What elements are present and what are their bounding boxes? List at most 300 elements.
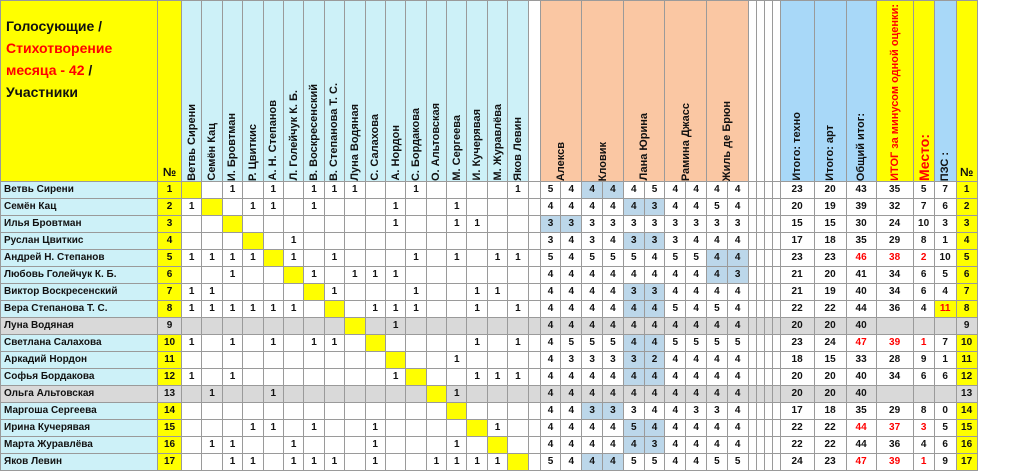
jury-score: 4 [540, 385, 561, 402]
gap-cell [764, 300, 772, 317]
vote-cell [202, 215, 222, 232]
vote-cell [426, 266, 446, 283]
jury-score: 4 [540, 300, 561, 317]
vote-cell [182, 436, 202, 453]
vote-cell: 1 [222, 181, 242, 198]
tech-total: 22 [780, 419, 814, 436]
jury-score: 5 [707, 198, 728, 215]
jury-score: 3 [582, 402, 603, 419]
gap-cell [764, 181, 772, 198]
vote-cell [263, 351, 283, 368]
jury-score: 5 [665, 249, 686, 266]
voter-header-7 [304, 1, 324, 182]
vote-cell [202, 402, 222, 419]
participant-number: 15 [158, 419, 182, 436]
vote-cell [406, 317, 426, 334]
spacer-cell [528, 351, 540, 368]
vote-cell [487, 198, 507, 215]
vote-cell [283, 198, 303, 215]
jury-score: 4 [644, 249, 665, 266]
vote-cell: 1 [222, 334, 242, 351]
vote-cell [487, 266, 507, 283]
gap-cell [756, 283, 764, 300]
vote-cell: 1 [263, 334, 283, 351]
title-slash: / [88, 62, 93, 78]
jury-score: 4 [623, 266, 644, 283]
vote-cell [447, 283, 467, 300]
jury-score: 4 [582, 181, 603, 198]
jury-score: 4 [603, 385, 624, 402]
art-total: 20 [814, 385, 846, 402]
jury-header-3 [623, 1, 665, 182]
vote-cell [385, 453, 405, 470]
overall-total: 35 [846, 232, 876, 249]
vote-cell [222, 351, 242, 368]
vote-cell: 1 [182, 249, 202, 266]
participant-number-right: 7 [956, 283, 977, 300]
gap-cell [756, 334, 764, 351]
jury-score: 4 [644, 300, 665, 317]
itog-minus-header [876, 1, 913, 182]
vote-cell [345, 215, 365, 232]
participant-number: 13 [158, 385, 182, 402]
gap-cell [748, 402, 756, 419]
gap-cell [756, 215, 764, 232]
itog-minus: 39 [876, 453, 913, 470]
vote-cell [385, 283, 405, 300]
tech-total: 20 [780, 317, 814, 334]
vote-cell: 1 [365, 266, 385, 283]
total-header-2 [814, 1, 846, 182]
jury-score: 4 [707, 368, 728, 385]
vote-cell: 1 [202, 283, 222, 300]
pzs: 9 [934, 453, 956, 470]
jury-score: 4 [707, 317, 728, 334]
voter-header-17 [508, 1, 528, 182]
vote-cell [202, 351, 222, 368]
jury-score: 4 [603, 266, 624, 283]
vote-cell [345, 351, 365, 368]
art-total: 20 [814, 368, 846, 385]
spacer-cell [528, 266, 540, 283]
voter-header-15 [467, 1, 487, 182]
voter-header-16-text: М. Журавлёва [491, 104, 504, 181]
vote-cell [202, 368, 222, 385]
vote-cell [345, 334, 365, 351]
vote-cell [467, 351, 487, 368]
jury-score: 4 [540, 317, 561, 334]
vote-cell [467, 232, 487, 249]
jury-score: 5 [540, 181, 561, 198]
vote-cell: 1 [182, 300, 202, 317]
vote-cell [263, 249, 283, 266]
vote-cell [365, 215, 385, 232]
overall-total: 44 [846, 300, 876, 317]
jury-score: 4 [623, 368, 644, 385]
vote-cell [508, 283, 528, 300]
vote-cell [426, 232, 446, 249]
jury-score: 4 [603, 300, 624, 317]
vote-cell: 1 [447, 215, 467, 232]
jury-score: 5 [727, 453, 748, 470]
jury-score: 4 [665, 198, 686, 215]
vote-cell: 1 [406, 181, 426, 198]
jury-score: 4 [540, 436, 561, 453]
vote-cell: 1 [406, 283, 426, 300]
itog-minus: 34 [876, 266, 913, 283]
gap-cell [764, 436, 772, 453]
participant-number: 8 [158, 300, 182, 317]
spacer-cell [528, 419, 540, 436]
participant-number-right: 6 [956, 266, 977, 283]
jury-score: 4 [686, 283, 707, 300]
place: 9 [913, 351, 934, 368]
vote-cell [406, 385, 426, 402]
vote-cell [426, 402, 446, 419]
tech-total: 23 [780, 181, 814, 198]
jury-score: 4 [623, 198, 644, 215]
vote-cell [283, 215, 303, 232]
vote-cell: 1 [406, 249, 426, 266]
vote-cell [304, 215, 324, 232]
itog-minus: 36 [876, 436, 913, 453]
vote-cell [304, 317, 324, 334]
participant-number-right: 16 [956, 436, 977, 453]
vote-cell [467, 402, 487, 419]
vote-cell [365, 283, 385, 300]
itog-minus: 35 [876, 181, 913, 198]
vote-cell [202, 317, 222, 334]
vote-cell [182, 402, 202, 419]
jury-score: 4 [727, 198, 748, 215]
vote-cell: 1 [467, 283, 487, 300]
participant-name: Виктор Воскресенский [1, 283, 158, 300]
voter-header-2 [202, 1, 222, 182]
vote-cell [283, 317, 303, 334]
art-total: 15 [814, 215, 846, 232]
participant-number: 7 [158, 283, 182, 300]
vote-cell [447, 266, 467, 283]
spacer-header [528, 1, 540, 182]
jury-score: 4 [707, 436, 728, 453]
table-row [1, 232, 978, 249]
vote-cell [345, 453, 365, 470]
vote-cell [345, 249, 365, 266]
vote-cell [304, 368, 324, 385]
participant-name: Ирина Кучерявая [1, 419, 158, 436]
vote-cell [365, 317, 385, 334]
jury-score: 4 [603, 453, 624, 470]
vote-cell: 1 [202, 436, 222, 453]
jury-score: 3 [582, 215, 603, 232]
vote-cell [263, 402, 283, 419]
vote-cell [202, 181, 222, 198]
spacer-cell [528, 300, 540, 317]
vote-cell: 1 [385, 368, 405, 385]
pzs-header [934, 1, 956, 182]
jury-score: 3 [665, 232, 686, 249]
gap-cell [764, 334, 772, 351]
gap-cell [764, 453, 772, 470]
jury-score: 3 [644, 436, 665, 453]
place: 3 [913, 419, 934, 436]
vote-cell [324, 266, 344, 283]
vote-cell: 1 [222, 436, 242, 453]
vote-cell [406, 215, 426, 232]
gap-cell [748, 249, 756, 266]
vote-cell [467, 198, 487, 215]
jury-score: 4 [540, 368, 561, 385]
jury-header-2 [582, 1, 624, 182]
vote-cell: 1 [508, 368, 528, 385]
total-header-1 [780, 1, 814, 182]
vote-cell [345, 368, 365, 385]
vote-cell [182, 351, 202, 368]
title-line-4: Участники [6, 84, 78, 100]
jury-score: 4 [665, 266, 686, 283]
jury-header-2-text: Кловик [596, 141, 609, 181]
jury-score: 4 [686, 419, 707, 436]
vote-cell: 1 [243, 300, 263, 317]
place: 1 [913, 334, 934, 351]
vote-cell [283, 368, 303, 385]
vote-cell [426, 368, 446, 385]
gap-header-3 [764, 1, 772, 182]
participant-name: Илья Бровтман [1, 215, 158, 232]
vote-cell [202, 334, 222, 351]
vote-cell [283, 385, 303, 402]
vote-cell: 1 [283, 436, 303, 453]
title-cell [1, 1, 158, 182]
vote-cell: 1 [283, 232, 303, 249]
vote-cell [345, 385, 365, 402]
participant-number-right: 14 [956, 402, 977, 419]
vote-cell [243, 402, 263, 419]
vote-cell [426, 419, 446, 436]
vote-cell [487, 181, 507, 198]
participant-number: 11 [158, 351, 182, 368]
gap-cell [748, 317, 756, 334]
vote-cell: 1 [222, 453, 242, 470]
gap-cell [756, 453, 764, 470]
jury-score: 4 [686, 181, 707, 198]
vote-cell [385, 402, 405, 419]
jury-score: 4 [727, 436, 748, 453]
art-total: 23 [814, 249, 846, 266]
vote-cell: 1 [243, 249, 263, 266]
jury-score: 4 [623, 436, 644, 453]
participant-name: Ветвь Сирени [1, 181, 158, 198]
vote-cell [324, 317, 344, 334]
total-header-1-text: Итого: техно [791, 112, 804, 181]
vote-cell: 1 [222, 266, 242, 283]
itog-minus: 32 [876, 198, 913, 215]
participant-number-right: 4 [956, 232, 977, 249]
vote-cell: 1 [324, 249, 344, 266]
participant-name: Луна Водяная [1, 317, 158, 334]
jury-score: 4 [686, 436, 707, 453]
jury-score: 4 [665, 283, 686, 300]
jury-score: 4 [644, 368, 665, 385]
jury-score: 4 [644, 385, 665, 402]
pzs: 6 [934, 198, 956, 215]
vote-cell: 1 [222, 368, 242, 385]
art-total: 19 [814, 198, 846, 215]
vote-cell [202, 232, 222, 249]
vote-cell: 1 [365, 419, 385, 436]
vote-cell [426, 249, 446, 266]
place: 6 [913, 266, 934, 283]
vote-cell [426, 436, 446, 453]
vote-cell [365, 402, 385, 419]
voter-header-2-text: Семён Кац [206, 123, 219, 181]
voter-header-14 [447, 1, 467, 182]
vote-cell [426, 334, 446, 351]
num-header-right: № [956, 1, 977, 182]
vote-cell: 1 [304, 181, 324, 198]
pzs: 7 [934, 334, 956, 351]
table-row [1, 300, 978, 317]
spacer-cell [528, 334, 540, 351]
vote-cell [243, 436, 263, 453]
voter-header-5 [263, 1, 283, 182]
vote-cell [283, 402, 303, 419]
spacer-cell [528, 249, 540, 266]
jury-header-4 [665, 1, 707, 182]
overall-total: 44 [846, 436, 876, 453]
vote-cell [283, 351, 303, 368]
vote-cell [304, 232, 324, 249]
pzs: 3 [934, 215, 956, 232]
voter-header-1 [182, 1, 202, 182]
spacer-cell [528, 402, 540, 419]
vote-cell: 1 [263, 181, 283, 198]
overall-total: 47 [846, 334, 876, 351]
jury-score: 4 [644, 266, 665, 283]
voter-header-12-text: С. Бордакова [409, 107, 422, 181]
tech-total: 20 [780, 198, 814, 215]
jury-score: 5 [686, 334, 707, 351]
vote-cell [345, 402, 365, 419]
vote-cell [202, 266, 222, 283]
jury-score: 4 [686, 232, 707, 249]
vote-cell [324, 300, 344, 317]
jury-score: 4 [727, 283, 748, 300]
tech-total: 22 [780, 300, 814, 317]
participant-number: 17 [158, 453, 182, 470]
vote-cell: 1 [385, 300, 405, 317]
vote-cell [447, 317, 467, 334]
vote-cell: 1 [365, 453, 385, 470]
jury-score: 5 [686, 249, 707, 266]
participant-number: 10 [158, 334, 182, 351]
vote-cell: 1 [365, 300, 385, 317]
overall-total: 33 [846, 351, 876, 368]
vote-cell [182, 317, 202, 334]
jury-header-1-text: Алексв [554, 141, 567, 181]
voter-header-9 [345, 1, 365, 182]
jury-score: 4 [603, 232, 624, 249]
jury-score: 4 [561, 181, 582, 198]
vote-cell [182, 232, 202, 249]
vote-cell: 1 [487, 453, 507, 470]
vote-cell [426, 351, 446, 368]
spacer-cell [528, 436, 540, 453]
participant-name: Марта Журавлёва [1, 436, 158, 453]
tech-total: 22 [780, 436, 814, 453]
jury-score: 3 [727, 215, 748, 232]
jury-score: 4 [561, 198, 582, 215]
jury-score: 5 [644, 453, 665, 470]
place: 7 [913, 198, 934, 215]
participant-number: 14 [158, 402, 182, 419]
vote-cell [406, 419, 426, 436]
gap-cell [748, 266, 756, 283]
table-row [1, 249, 978, 266]
vote-cell [508, 232, 528, 249]
vote-cell [447, 419, 467, 436]
vote-cell [283, 181, 303, 198]
vote-cell [365, 368, 385, 385]
place: 6 [913, 283, 934, 300]
gap-cell [764, 215, 772, 232]
vote-cell [508, 419, 528, 436]
spacer-cell [528, 385, 540, 402]
jury-score: 3 [603, 351, 624, 368]
participant-name: Светлана Салахова [1, 334, 158, 351]
art-total: 20 [814, 181, 846, 198]
participant-name: Ольга Альтовская [1, 385, 158, 402]
vote-cell: 1 [467, 453, 487, 470]
art-total: 18 [814, 232, 846, 249]
pzs: 11 [934, 300, 956, 317]
table-row [1, 181, 978, 198]
tech-total: 18 [780, 351, 814, 368]
place: 6 [913, 368, 934, 385]
vote-cell [508, 351, 528, 368]
jury-score: 4 [540, 266, 561, 283]
jury-score: 4 [727, 351, 748, 368]
jury-score: 3 [623, 283, 644, 300]
itog-minus: 37 [876, 419, 913, 436]
vote-cell: 1 [263, 198, 283, 215]
jury-score: 4 [686, 266, 707, 283]
vote-cell [345, 198, 365, 215]
jury-score: 5 [623, 419, 644, 436]
table-row [1, 334, 978, 351]
jury-score: 5 [644, 181, 665, 198]
participant-number-right: 8 [956, 300, 977, 317]
vote-cell [304, 436, 324, 453]
art-total: 23 [814, 453, 846, 470]
vote-cell: 1 [345, 266, 365, 283]
jury-score: 4 [582, 368, 603, 385]
itog-minus: 39 [876, 334, 913, 351]
voter-header-15-text: И. Кучерявая [471, 109, 484, 181]
gap-cell [756, 198, 764, 215]
vote-cell [304, 385, 324, 402]
jury-score: 4 [561, 300, 582, 317]
voter-header-10 [365, 1, 385, 182]
gap-cell [772, 385, 780, 402]
vote-cell: 1 [447, 249, 467, 266]
vote-cell [283, 334, 303, 351]
vote-cell: 1 [487, 283, 507, 300]
vote-cell [222, 215, 242, 232]
participant-name: Вера Степанова Т. С. [1, 300, 158, 317]
jury-score: 4 [582, 453, 603, 470]
gap-cell [772, 249, 780, 266]
